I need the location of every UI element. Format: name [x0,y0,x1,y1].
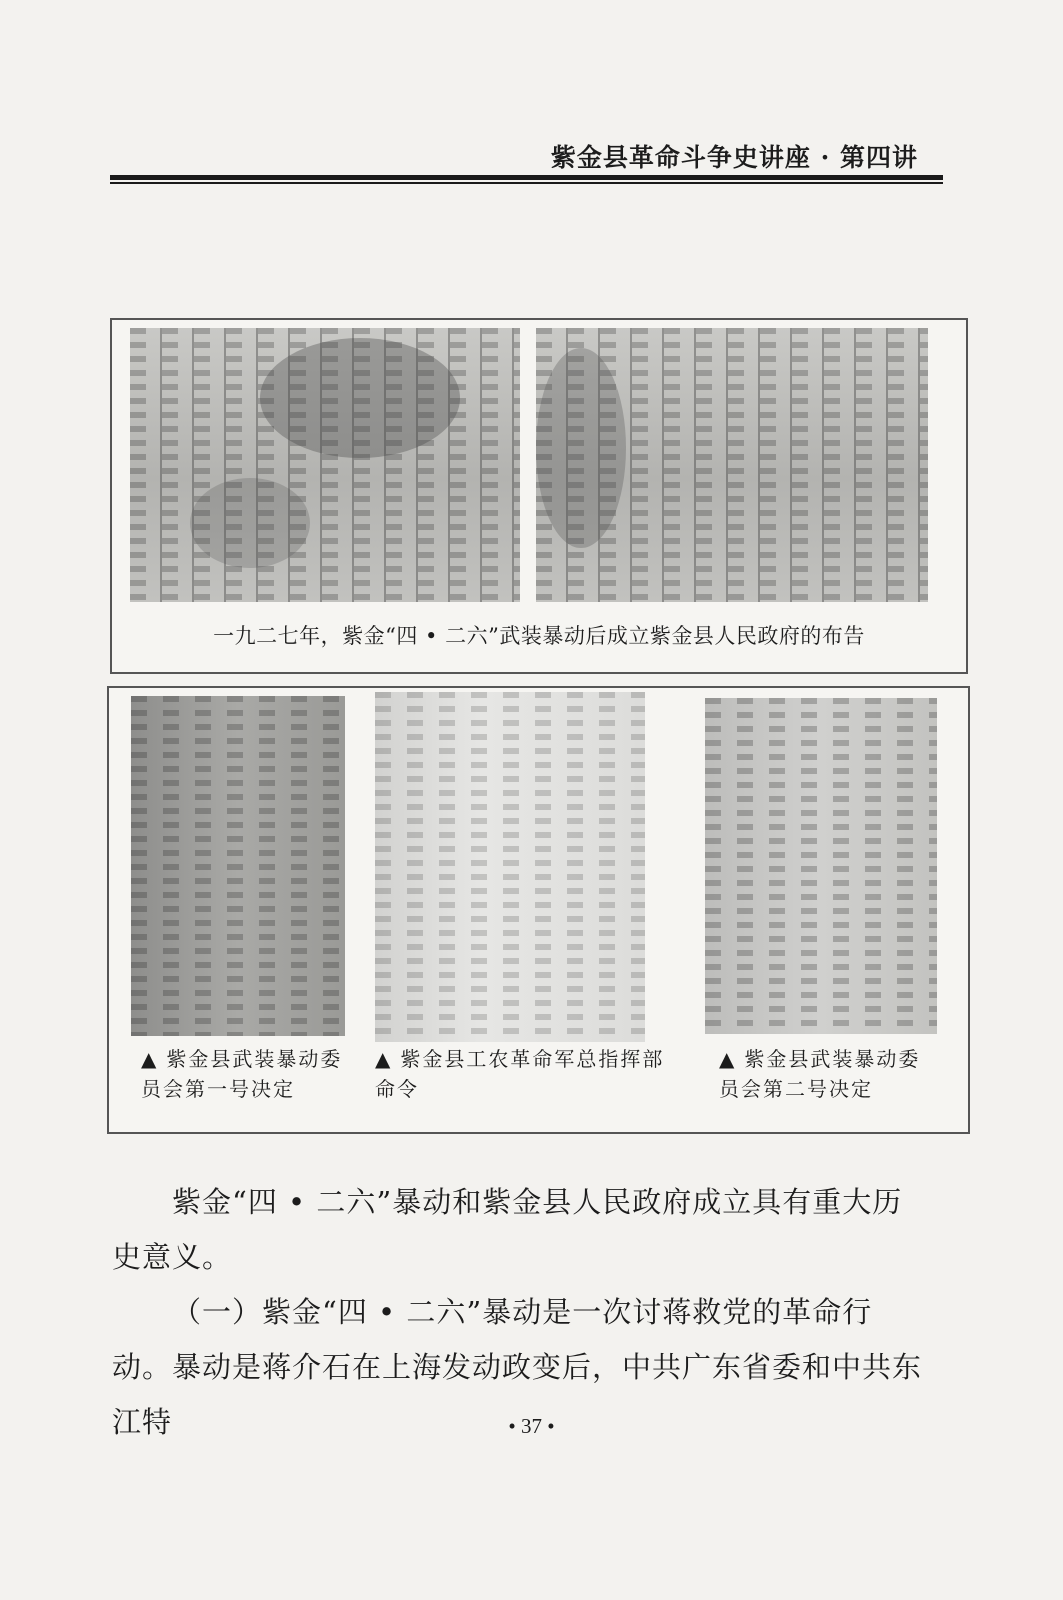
caption-command [375,1044,675,1104]
decision-one-photo [131,696,345,1036]
caption-decision-one-text: 紫金县武装暴动委员会第一号决定 [141,1047,343,1101]
top-figure-frame [110,318,968,674]
triangle-marker-icon: ▲ [375,1047,393,1071]
caption-decision-two-text: 紫金县武装暴动委员会第二号决定 [719,1047,921,1101]
body-paragraph-2: （一）紫金“四 • 二六”暴动是一次讨蒋救党的革命行动。暴动是蒋介石在上海发动政变后，中共广东省委和中共东江特 [112,1295,923,1439]
triangle-marker-icon: ▲ [141,1047,159,1071]
command-photo [375,692,645,1042]
caption-decision-one [141,1044,351,1104]
caption-decision-two [719,1044,935,1104]
proclamation-photo-right [536,328,928,602]
bottom-figure-frame [107,686,970,1134]
body-paragraph-1: 紫金“四 • 二六”暴动和紫金县人民政府成立具有重大历史意义。 [112,1185,903,1274]
header-rule-thin [110,182,943,184]
decision-two-photo [705,698,937,1034]
header-rule-thick [110,175,943,180]
proclamation-photo-left [130,328,520,602]
running-header: 紫金县革命斗争史讲座 · 第四讲 [550,143,918,172]
top-figure-caption: 一九二七年，紫金“四 • 二六”武装暴动后成立紫金县人民政府的布告 [213,624,865,648]
triangle-marker-icon: ▲ [719,1047,737,1071]
caption-command-text: 紫金县工农革命军总指挥部命令 [375,1047,665,1101]
page-number: • 37 • [508,1414,555,1438]
